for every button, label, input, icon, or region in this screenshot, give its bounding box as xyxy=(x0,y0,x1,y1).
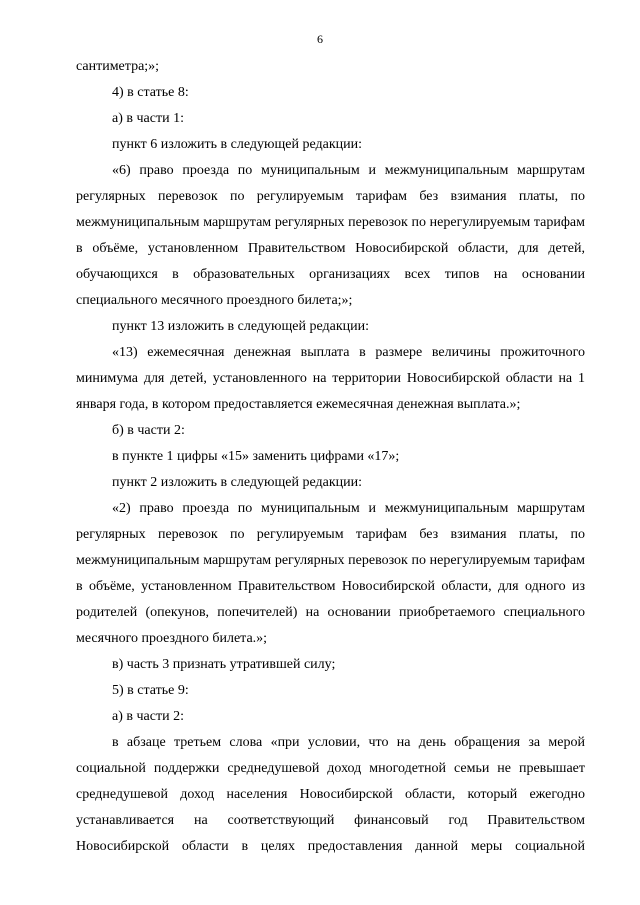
paragraph: пункт 13 изложить в следующей редакции: xyxy=(112,319,369,334)
paragraph: «2) право проезда по муниципальным и межмуниципальным маршрутам регулярных перевозок по регулируемым тарифам без взимания платы, по межмуниципальным маршрутам регулярных перевозок по нерегулируемым тарифам в объёме, установленном Правительством Новосибирской области, для одного из родителей (опекунов, попечителей) на основании приобретаемого специального месячного проездного билета.»; xyxy=(76,501,585,646)
paragraph: в абзаце третьем слова «при условии, что на день обращения за мерой социальной поддержки среднедушевой доход многодетной семьи не превышает среднедушевой доход населения Новосибирской области, который ежегодно устанавливается на соответствующий финансовый год Правительством Новосибирской области в целях предоставления данной меры социальной xyxy=(76,735,585,854)
paragraph: сантиметра;»; xyxy=(76,59,160,74)
paragraph: в пункте 1 цифры «15» заменить цифрами «17»; xyxy=(112,449,400,464)
page-number: 6 xyxy=(317,32,323,46)
document-body xyxy=(76,54,585,860)
paragraph: в) часть 3 признать утратившей силу; xyxy=(112,657,336,672)
paragraph: пункт 2 изложить в следующей редакции: xyxy=(112,475,362,490)
paragraph: а) в части 1: xyxy=(112,111,184,126)
paragraph: 5) в статье 9: xyxy=(112,683,189,698)
paragraph: пункт 6 изложить в следующей редакции: xyxy=(112,137,362,152)
paragraph: 4) в статье 8: xyxy=(112,85,189,100)
paragraph: б) в части 2: xyxy=(112,423,185,438)
paragraph: «6) право проезда по муниципальным и межмуниципальным маршрутам регулярных перевозок по регулируемым тарифам без взимания платы, по межмуниципальным маршрутам регулярных перевозок по нерегулируемым тарифам в объёме, установленном Правительством Новосибирской области, для детей, обучающихся в образовательных организациях всех типов на основании специального месячного проездного билета;»; xyxy=(76,163,585,308)
paragraph: «13) ежемесячная денежная выплата в размере величины прожиточного минимума для детей, установленного на территории Новосибирской области на 1 января года, в котором предоставляется ежемесячная денежная выплата.»; xyxy=(76,345,585,412)
paragraph: а) в части 2: xyxy=(112,709,184,724)
